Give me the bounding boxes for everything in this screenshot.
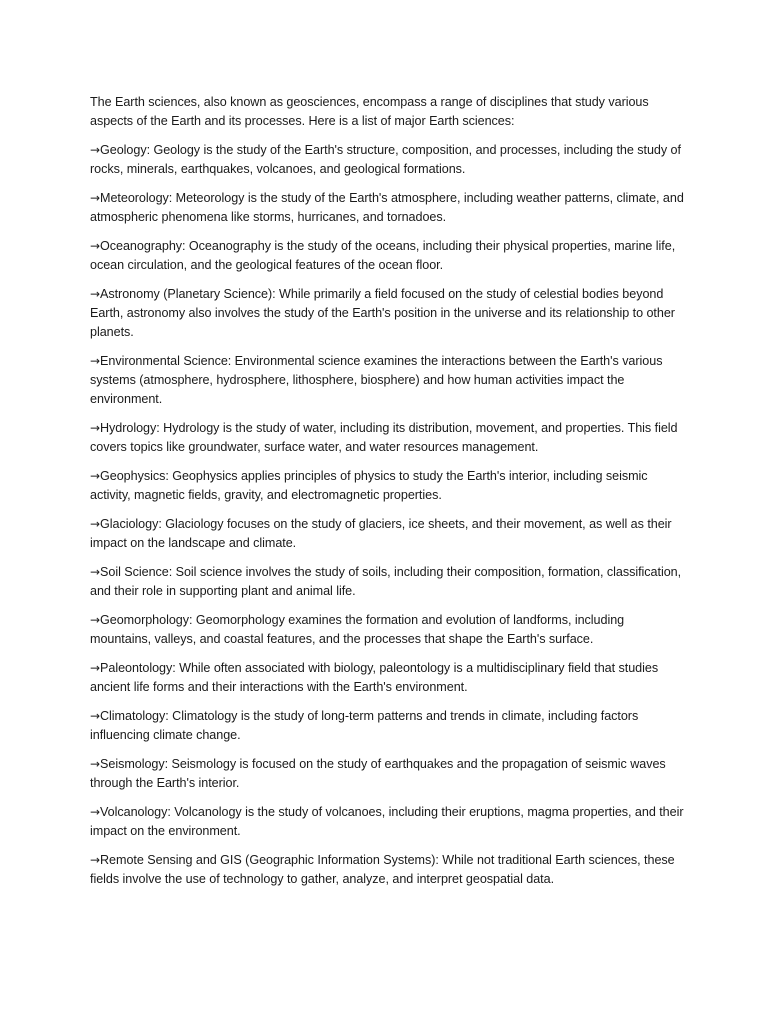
arrow-right-icon: → xyxy=(90,421,101,435)
arrow-right-icon: → xyxy=(90,191,101,205)
list-item-text: Meteorology: Meteorology is the study of the Earth's atmosphere, including weather patterns, climate, and atmospheric phenomena like storms, hurricanes, and tornadoes. xyxy=(90,191,684,224)
list-item-text: Oceanography: Oceanography is the study of the oceans, including their physical properties, marine life, ocean circulation, and the geological features of the ocean floor. xyxy=(90,239,676,272)
list-item-text: Hydrology: Hydrology is the study of water, including its distribution, movement, and properties. This field covers topics like groundwater, surface water, and water resources management. xyxy=(90,421,678,454)
arrow-right-icon: → xyxy=(90,757,101,771)
list-item-text: Astronomy (Planetary Science): While primarily a field focused on the study of celestial bodies beyond Earth, astronomy also involves the study of the Earth's position in the universe and its relationship to other planets. xyxy=(90,287,675,339)
arrow-right-icon: → xyxy=(90,143,101,157)
list-item xyxy=(90,285,685,342)
document-body xyxy=(90,93,685,899)
list-item xyxy=(90,563,685,601)
list-item xyxy=(90,755,685,793)
arrow-right-icon: → xyxy=(90,565,101,579)
list-item-text: Seismology: Seismology is focused on the study of earthquakes and the propagation of seismic waves through the Earth's interior. xyxy=(90,757,666,790)
list-item-text: Geophysics: Geophysics applies principles of physics to study the Earth's interior, including seismic activity, magnetic fields, gravity, and electromagnetic properties. xyxy=(90,469,648,502)
list-item xyxy=(90,515,685,553)
arrow-right-icon: → xyxy=(90,517,101,531)
list-item-text: Environmental Science: Environmental science examines the interactions between the Earth's various systems (atmosphere, hydrosphere, lithosphere, biosphere) and how human activities impact the environment. xyxy=(90,354,663,406)
arrow-right-icon: → xyxy=(90,469,101,483)
list-item-text: Volcanology: Volcanology is the study of volcanoes, including their eruptions, magma properties, and their impact on the environment. xyxy=(90,805,684,838)
arrow-right-icon: → xyxy=(90,805,101,819)
list-item xyxy=(90,352,685,409)
intro-paragraph: The Earth sciences, also known as geosciences, encompass a range of disciplines that study various aspects of the Earth and its processes. Here is a list of major Earth sciences: xyxy=(90,95,649,128)
arrow-right-icon: → xyxy=(90,239,101,253)
list-item-text: Geomorphology: Geomorphology examines the formation and evolution of landforms, including mountains, valleys, and coastal features, and the processes that shape the Earth's surface. xyxy=(90,613,625,646)
arrow-right-icon: → xyxy=(90,709,101,723)
list-item xyxy=(90,141,685,179)
arrow-right-icon: → xyxy=(90,853,101,867)
list-item-text: Remote Sensing and GIS (Geographic Information Systems): While not traditional Earth sciences, these fields involve the use of technology to gather, analyze, and interpret geospatial data. xyxy=(90,853,675,886)
list-item-text: Soil Science: Soil science involves the study of soils, including their composition, formation, classification, and their role in supporting plant and animal life. xyxy=(90,565,682,598)
arrow-right-icon: → xyxy=(90,287,101,301)
list-item xyxy=(90,707,685,745)
list-item-text: Geology: Geology is the study of the Earth's structure, composition, and processes, including the study of rocks, minerals, earthquakes, volcanoes, and geological formations. xyxy=(90,143,681,176)
list-item xyxy=(90,803,685,841)
list-item-text: Paleontology: While often associated with biology, paleontology is a multidisciplinary field that studies ancient life forms and their interactions with the Earth's environment. xyxy=(90,661,659,694)
list-item xyxy=(90,237,685,275)
arrow-right-icon: → xyxy=(90,354,101,368)
list-item xyxy=(90,851,685,889)
list-item xyxy=(90,467,685,505)
list-item-text: Glaciology: Glaciology focuses on the study of glaciers, ice sheets, and their movement, as well as their impact on the landscape and climate. xyxy=(90,517,672,550)
arrow-right-icon: → xyxy=(90,613,101,627)
list-item xyxy=(90,419,685,457)
list-item-text: Climatology: Climatology is the study of long-term patterns and trends in climate, including factors influencing climate change. xyxy=(90,709,639,742)
arrow-right-icon: → xyxy=(90,661,101,675)
list-item xyxy=(90,189,685,227)
list-item xyxy=(90,611,685,649)
list-item xyxy=(90,659,685,697)
